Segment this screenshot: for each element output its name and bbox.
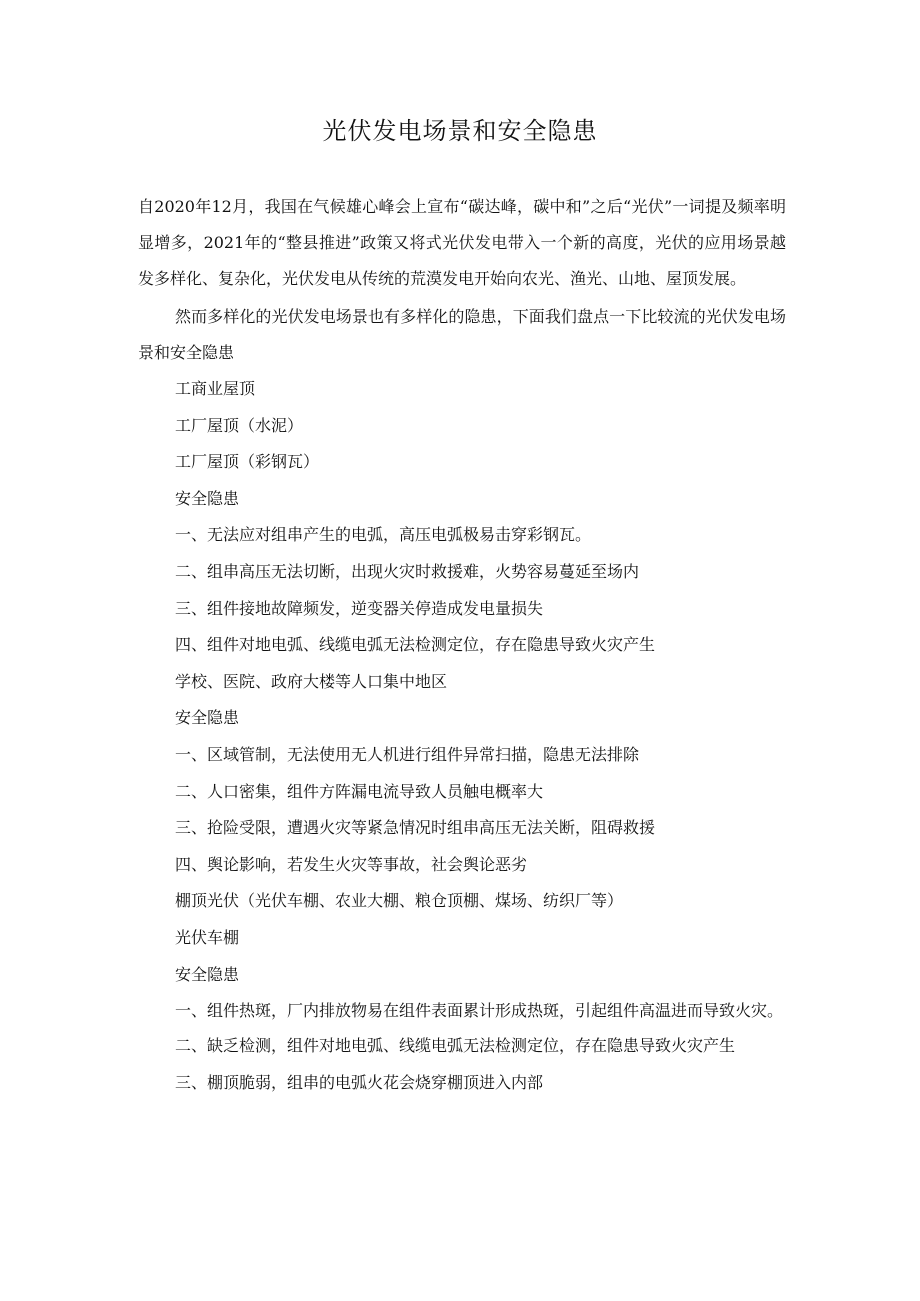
document-body: [138, 189, 786, 1101]
list-item: 四、舆论影响，若发生火灾等事故，社会舆论恶劣: [175, 854, 528, 874]
list-item: 三、棚顶脆弱，组串的电弧火花会烧穿棚顶进入内部: [175, 1072, 544, 1092]
line-factory-roof-steel: 工厂屋顶（彩钢瓦）: [175, 452, 320, 472]
list-item: 三、组件接地故障频发，逆变器关停造成发电量损失: [175, 598, 544, 618]
list-item: 四、组件对地电弧、线缆电弧无法检测定位，存在隐患导致火灾产生: [175, 635, 656, 655]
line-canopy-pv: 棚顶光伏（光伏车棚、农业大棚、粮仓顶棚、煤场、纺织厂等）: [175, 891, 624, 911]
list-item: 二、组串高压无法切断，出现火灾时救援难，火势容易蔓延至场内: [175, 561, 640, 581]
list-item: 一、区域管制，无法使用无人机进行组件异常扫描，隐患无法排除: [175, 744, 640, 764]
section-heading-hazards: 安全隐患: [175, 964, 240, 984]
lead-paragraph: 然而多样化的光伏发电场景也有多样化的隐患，下面我们盘点一下比较流的光伏发电场景和安全隐患: [138, 307, 786, 362]
list-item: 二、人口密集，组件方阵漏电流导致人员触电概率大: [175, 781, 544, 801]
line-commercial-roof: 工商业屋顶: [175, 379, 256, 398]
section-heading-hazards: 安全隐患: [175, 708, 240, 728]
list-item: 二、缺乏检测，组件对地电弧、线缆电弧无法检测定位，存在隐患导致火灾产生: [175, 1036, 736, 1056]
list-item: 三、抢险受限，遭遇火灾等紧急情况时组串高压无法关断，阻碍救援: [175, 818, 656, 838]
list-item: 一、无法应对组串产生的电弧，高压电弧极易击穿彩钢瓦。: [175, 525, 592, 545]
section-heading-hazards: 安全隐患: [175, 488, 240, 508]
line-public-buildings: 学校、医院、政府大楼等人口集中地区: [175, 671, 448, 691]
line-pv-carport: 光伏车棚: [175, 927, 240, 947]
document-title: 光伏发电场景和安全隐患: [322, 117, 598, 145]
line-factory-roof-cement: 工厂屋顶（水泥）: [175, 415, 304, 435]
intro-paragraph: 自2020年12月，我国在气候雄心峰会上宣布“碳达峰，碳中和”之后“光伏”一词提及频率明显增多，2021年的“整县推进”政策又将式光伏发电带入一个新的高度，光伏的应用场景越发多样化、复杂化，光伏发电从传统的荒漠发电开始向农光、渔光、山地、屋顶发展。: [138, 197, 786, 288]
list-item-wrapped: 一、组件热斑，厂内排放物易在组件表面累计形成热斑，引起组件高温进而导致火灾。: [175, 1001, 784, 1021]
